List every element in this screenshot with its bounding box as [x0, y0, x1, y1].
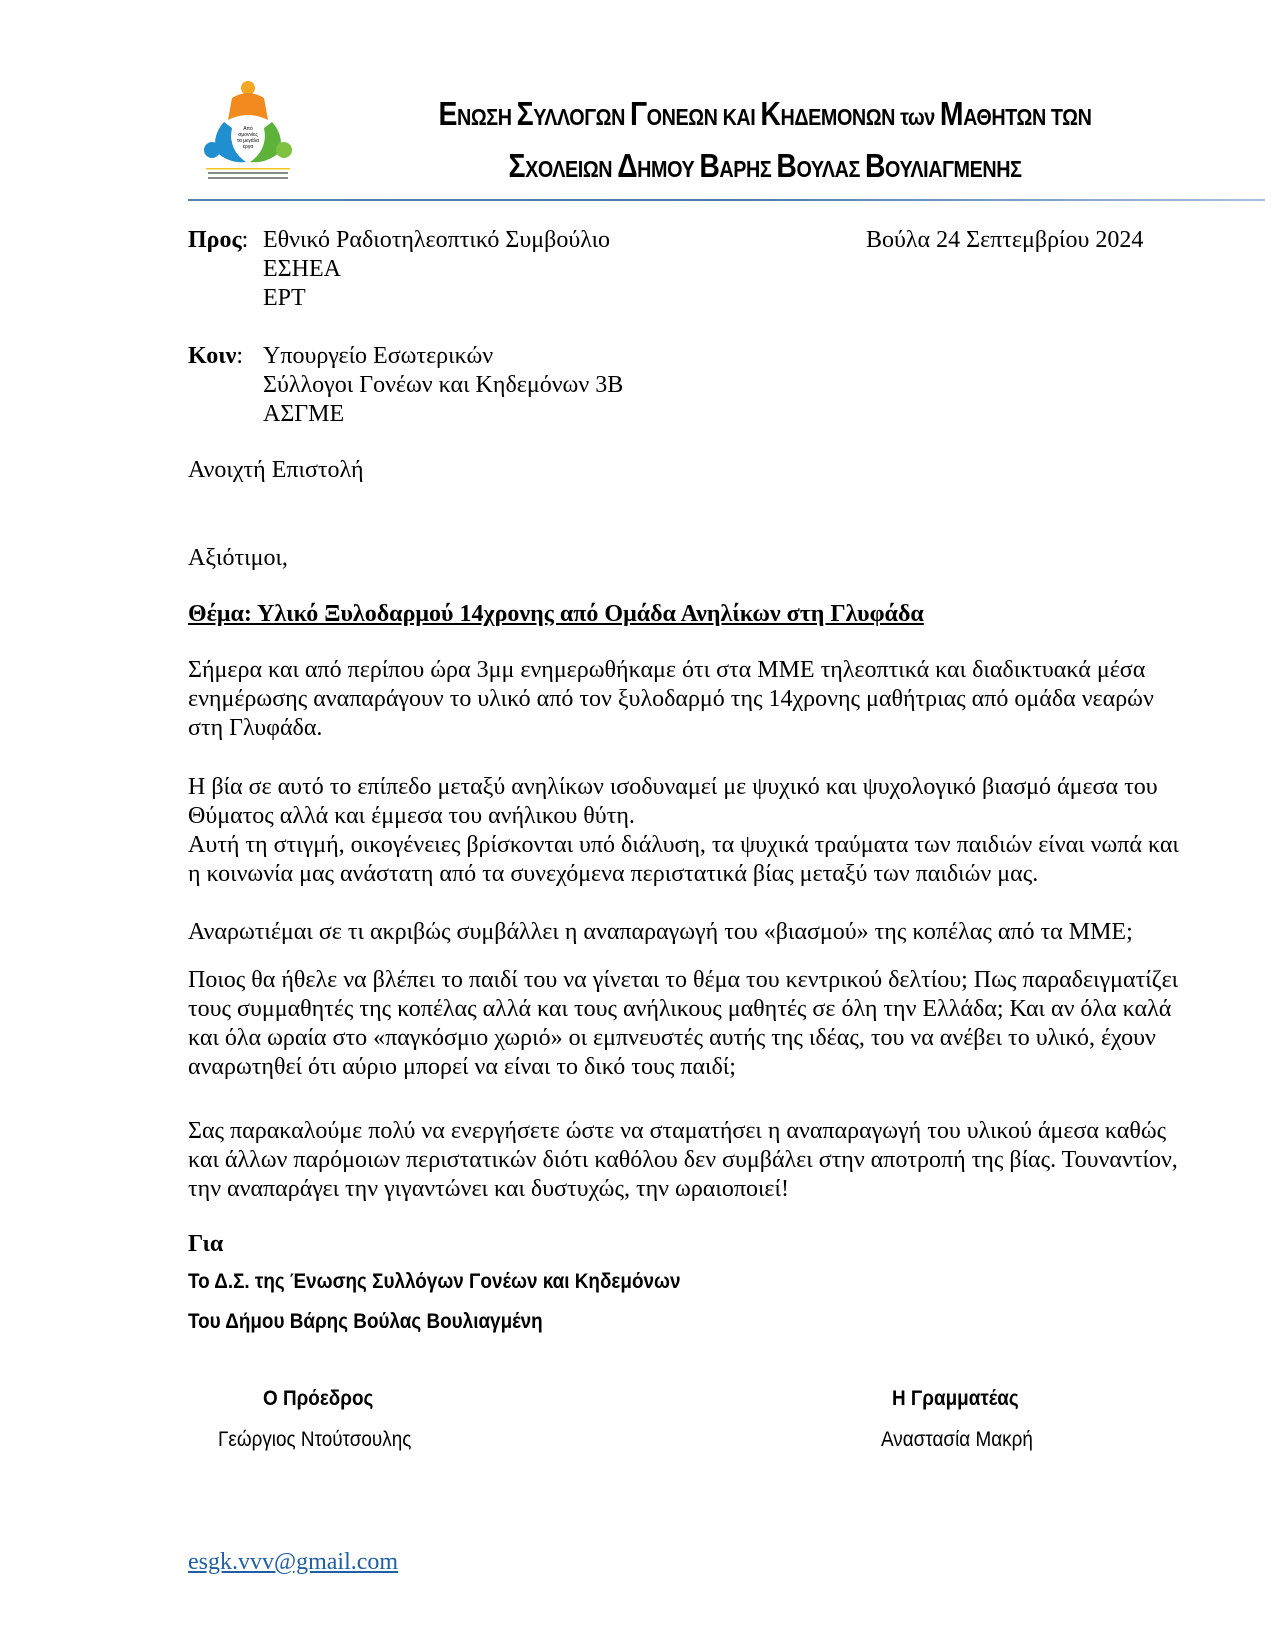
- paragraph-1: Σήμερα και από περίπου ώρα 3μμ ενημερωθήκαμε ότι στα ΜΜΕ τηλεοπτικά και διαδικτυακά μέσα ενημέρωσης αναπαράγουν το υλικό από τον ξυλοδαρμό της 14χρονης μαθήτριας από ομάδα νεαρών στη Γλυφάδα.: [188, 657, 1154, 741]
- to-label: Προς:: [188, 227, 249, 253]
- to-list: [263, 226, 610, 313]
- title-word: ΔΗΜΟΥ: [617, 147, 700, 184]
- recipient: ΕΣΗΕΑ: [263, 256, 341, 282]
- cc-recipient: Υπουργείο Εσωτερικών: [263, 343, 494, 369]
- cc-recipient: ΑΣΓΜΕ: [263, 401, 345, 427]
- paragraph-2: Η βία σε αυτό το επίπεδο μεταξύ ανηλίκων ισοδυναμεί με ψυχικό και ψυχολογικό βιασμό άμεσα του Θύματος αλλά και έμμεσα του ανήλικου θύτη. Αυτή τη στιγμή, οικογένειες βρίσκονται υπό διάλυση, τα ψυχικά τραύματα των παιδιών είναι νωπά και η κοινωνία μας ανάστατη από τα συνεχόμενα περιστατικά βίας μεταξύ των παιδιών μας.: [188, 774, 1179, 887]
- cc-list: [263, 342, 623, 429]
- letter-type: Ανοιχτή Επιστολή: [188, 457, 364, 483]
- title-word: ΣΥΛΛΟΓΩΝ: [516, 95, 631, 132]
- title-word: ΚΗΔΕΜΟΝΩΝ των: [760, 95, 940, 132]
- signatory-role-president: Ο Πρόεδρος: [263, 1387, 374, 1410]
- cc-recipient: Σύλλογοι Γονέων και Κηδεμόνων 3Β: [263, 372, 624, 398]
- organization-logo: [202, 80, 294, 184]
- three-figures-circle-logo-icon: [202, 80, 294, 184]
- title-word: ΕΝΩΣΗ: [438, 95, 517, 132]
- title-word: ΣΧΟΛΕΙΩΝ: [508, 147, 618, 184]
- letter-subject: Θέμα: Υλικό Ξυλοδαρμού 14χρονης από Ομάδα Ανηλίκων στη Γλυφάδα: [188, 601, 924, 627]
- letter-date: Βούλα 24 Σεπτεμβρίου 2024: [866, 227, 1144, 253]
- header-divider: [188, 199, 1265, 201]
- recipient: ΕΡΤ: [263, 285, 306, 311]
- svg-text:έργα: έργα: [242, 144, 254, 150]
- contact-email-link[interactable]: esgk.vvv@gmail.com: [188, 1549, 399, 1575]
- closing-for: Για: [188, 1231, 224, 1257]
- svg-text:τα μεγάλα: τα μεγάλα: [237, 138, 259, 144]
- title-word: ΒΟΥΛΙΑΓΜΕΝΗΣ: [864, 147, 1022, 184]
- title-word: ΓΟΝΕΩΝ ΚΑΙ: [630, 95, 761, 132]
- salutation: Αξιότιμοι,: [188, 545, 288, 571]
- paragraph-5: Σας παρακαλούμε πολύ να ενεργήσετε ώστε να σταματήσει η αναπαραγωγή του υλικού άμεσα καθώς και άλλων παρόμοιων περιστατικών διότι καθόλου δεν συμβάλει στην αποτροπή της βίας. Τουναντίον, την αναπαράγει την γιγαντώνει και δυστυχώς, την ωραιοποιεί!: [188, 1118, 1178, 1202]
- paragraph-3: Αναρωτιέμαι σε τι ακριβώς συμβάλλει η αναπαραγωγή του «βιασμού» της κοπέλας από τα ΜΜΕ;: [188, 919, 1133, 945]
- title-word: ΜΑΘΗΤΩΝ ΤΩΝ: [939, 95, 1092, 132]
- closing-org-line-2: Του Δήμου Βάρης Βούλας Βουλιαγμένη: [188, 1310, 543, 1333]
- signatory-role-secretary: Η Γραμματέας: [892, 1387, 1019, 1410]
- title-word: ΒΑΡΗΣ: [699, 147, 777, 184]
- signatory-name-president: Γεώργιος Ντούτσουλης: [218, 1428, 412, 1451]
- cc-label: Κοιν:: [188, 343, 244, 369]
- organization-title-line-1: [365, 95, 1165, 133]
- svg-text:Από: Από: [243, 126, 253, 132]
- organization-title-line-2: [365, 147, 1165, 185]
- closing-org-line-1: Το Δ.Σ. της Ένωσης Συλλόγων Γονέων και Κηδεμόνων: [188, 1270, 681, 1293]
- paragraph-4: Ποιος θα ήθελε να βλέπει το παιδί του να γίνεται το θέμα του κεντρικού δελτίου; Πως παραδειγματίζει τους συμμαθητές της κοπέλας αλλά και τους ανήλικους μαθητές σε όλη την Ελλάδα; Και αν όλα καλά και όλα ωραία στο «παγκόσμιο χωριό» οι εμπνευστές αυτής της ιδέας, του να ανέβει το υλικό, έχουν αναρωτηθεί ότι αύριο μπορεί να είναι το δικό τους παιδί;: [188, 967, 1179, 1080]
- signatory-name-secretary: Αναστασία Μακρή: [881, 1428, 1033, 1451]
- svg-text:σμοννίες: σμοννίες: [238, 132, 258, 138]
- recipient: Εθνικό Ραδιοτηλεοπτικό Συμβούλιο: [263, 227, 611, 253]
- title-word: ΒΟΥΛΑΣ: [776, 147, 865, 184]
